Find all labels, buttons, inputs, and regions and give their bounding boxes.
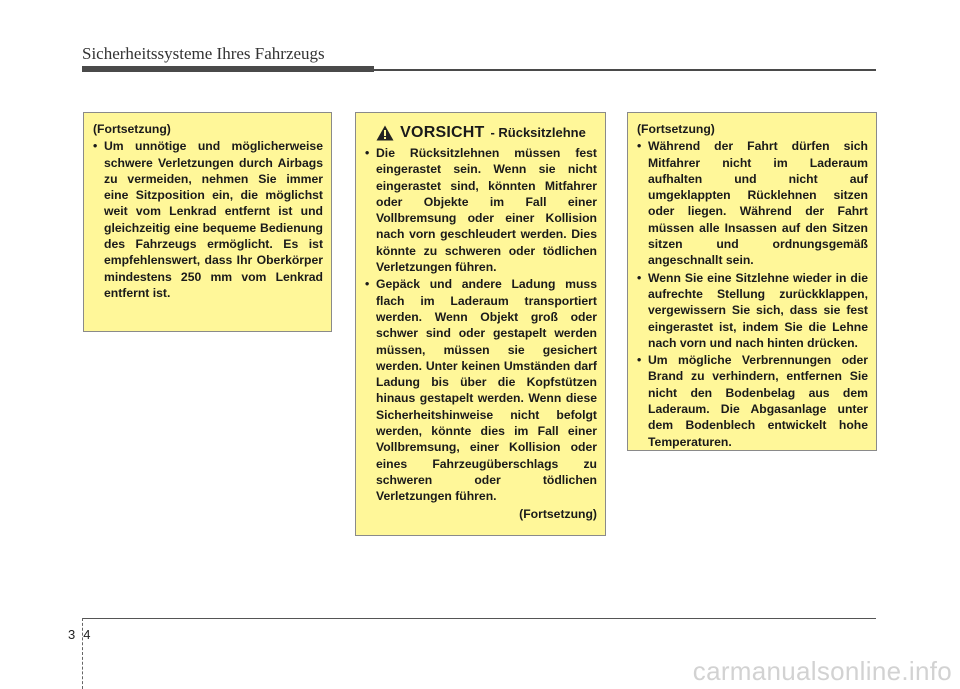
warning-box-center — [355, 112, 606, 536]
list-item: • Während der Fahrt dürfen sich Mitfahrer nicht im Laderaum aufhalten und nicht auf umgeklappten Rücklehnen sitzen oder liegen. Während der Fahrt müssen alle Insassen auf den Sitzen sitzen und ordnungsgemäß angeschnallt sein. — [637, 139, 868, 268]
list-item: • Wenn Sie eine Sitzlehne wieder in die aufrechte Stellung zurückklappen, vergewissern Sie sich, dass sie fest eingerastet ist, indem Sie die Lehne nach vorn und nach hinten drücken. — [637, 270, 868, 350]
bullet-icon: • — [637, 353, 642, 368]
bullet-icon: • — [365, 277, 370, 292]
continued-label: (Fortsetzung) — [637, 122, 715, 136]
bullet-icon: • — [637, 270, 642, 285]
bullet-list — [365, 145, 597, 505]
page-number: 34 — [68, 627, 99, 642]
continued-label: (Fortsetzung) — [519, 506, 597, 521]
bullet-icon: • — [637, 139, 642, 154]
note-box-right — [627, 112, 877, 451]
watermark: carmanualsonline.info — [692, 656, 952, 686]
list-item: • Gepäck und andere Ladung muss flach im Laderaum transportiert werden. Wenn Objekt groß oder schwer sind oder gestapelt werden müssen, müssen sie gesichert werden. Unter keinen Umständen darf Ladung bis über die Kopfstützen hinaus gestapelt werden. Wenn diese Sicherheitshinweise nicht befolgt werden, könnte dies im Fall einer Vollbremsung, einer Kollision oder eines Fahrzeugüberschlags zu schweren oder tödlichen Verletzungen führen. — [365, 277, 597, 504]
list-item: • Um mögliche Verbrennungen oder Brand zu verhindern, entfernen Sie nicht den Bodenbelag aus dem Laderaum. Die Abgasanlage unter dem Bodenblech entwickelt hohe Temperaturen. — [637, 353, 868, 449]
warning-subtitle: - Rücksitzlehne — [490, 124, 586, 140]
list-item: • Die Rücksitzlehnen müssen fest eingerastet sein. Wenn sie nicht eingerastet sind, könnten Mitfahrer oder Objekte im Fall einer Vollbremsung oder einer Kollision nach vorn geschleudert werden. Dies könnte zu schweren oder tödlichen Verletzungen führen. — [365, 146, 597, 275]
continued-label: (Fortsetzung) — [93, 122, 171, 136]
header-rule-thick — [82, 66, 374, 72]
list-item: • Um unnötige und möglicherweise schwere Verletzungen durch Airbags zu vermeiden, nehmen Sie immer eine Sitzposition ein, die möglichst weit vom Lenkrad entfernt ist und gleichzeitig eine bequeme Bedienung des Fahrzeugs ermöglicht. Es ist empfehlenswert, dass Ihr Oberkörper mindestens 250 mm vom Lenkrad entfernt ist. — [93, 139, 323, 300]
note-box-left — [83, 112, 332, 332]
bullet-icon: • — [93, 139, 98, 154]
warning-title: VORSICHT — [400, 123, 485, 141]
footer-rule — [82, 618, 876, 619]
bullet-icon: • — [365, 146, 370, 160]
warning-triangle-icon — [376, 125, 394, 141]
header-rule-thin — [374, 69, 876, 71]
bullet-list — [93, 138, 323, 301]
bullet-list — [637, 138, 868, 450]
section-title: Sicherheitssysteme Ihres Fahrzeugs — [82, 44, 325, 63]
warning-header — [365, 121, 597, 141]
